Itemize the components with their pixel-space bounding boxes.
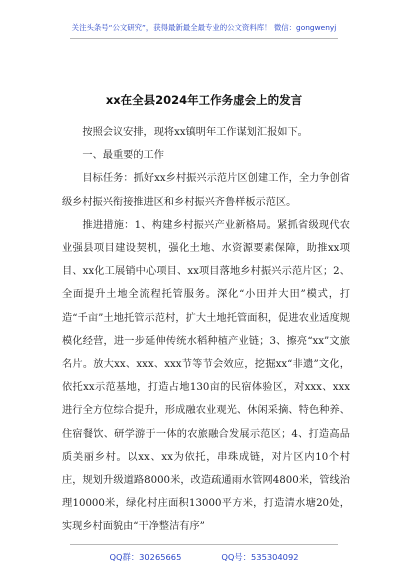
footer-qq: QQ号：535304092 <box>221 552 299 562</box>
document-title: xx在全县2024年工作务虚会上的发言 <box>105 93 303 107</box>
paragraph-goals: 目标任务：抓好xx乡村振兴示范片区创建工作，全力争创省级乡村振兴衔接推进区和乡村振兴齐鲁样板示范区。 <box>62 173 350 208</box>
section-heading-1: 一、最重要的工作 <box>82 150 164 162</box>
header-banner: 关注头条号“公文研究”，获得最新最全最专业的公文资料库！ 微信：gongwenyj <box>71 23 337 32</box>
footer-divider <box>70 544 338 545</box>
document-body <box>62 121 350 539</box>
paragraph-measures: 推进措施：1、构建乡村振兴产业新格局。紧抓省级现代农业强县项目建设契机，强化土地、水资源要素保障，助推xx项目、xx化工展销中心项目、xx项目落地乡村振兴示范片区；2、全面提升土地全流程托管服务。深化“小田并大田”模式，打造“千亩”土地托管示范村，扩大土地托管面积，促进农业适度规模化经营，进一步延伸传统水稻种植产业链；3、擦亮“xx”文旅名片。放大xx、xxx、xxx节等节会效应，挖掘xx“非遗”文化，依托xx示范基地，打造占地130亩的民宿体验区，对xxx、xxx进行全方位综合提升，形成融农业观光、休闲采摘、特色种养、住宿餐饮、研学游于一体的农旅融合发展示范区；4、打造高品质美丽乡村。以xx、xx为依托，串珠成链，对片区内10个村庄，规划升级道路8000米，改造疏通雨水管网4800米，管线治理10000米，绿化村庄面积13000平方米，打造清水塘20处，实现乡村面貌由“干净整洁有序” <box>62 219 350 533</box>
paragraph-intro: 按照会议安排，现将xx镇明年工作谋划汇报如下。 <box>82 127 308 138</box>
footer-qq-group: QQ群：30265665 <box>109 552 182 562</box>
header-divider <box>70 38 338 39</box>
footer <box>0 551 408 563</box>
